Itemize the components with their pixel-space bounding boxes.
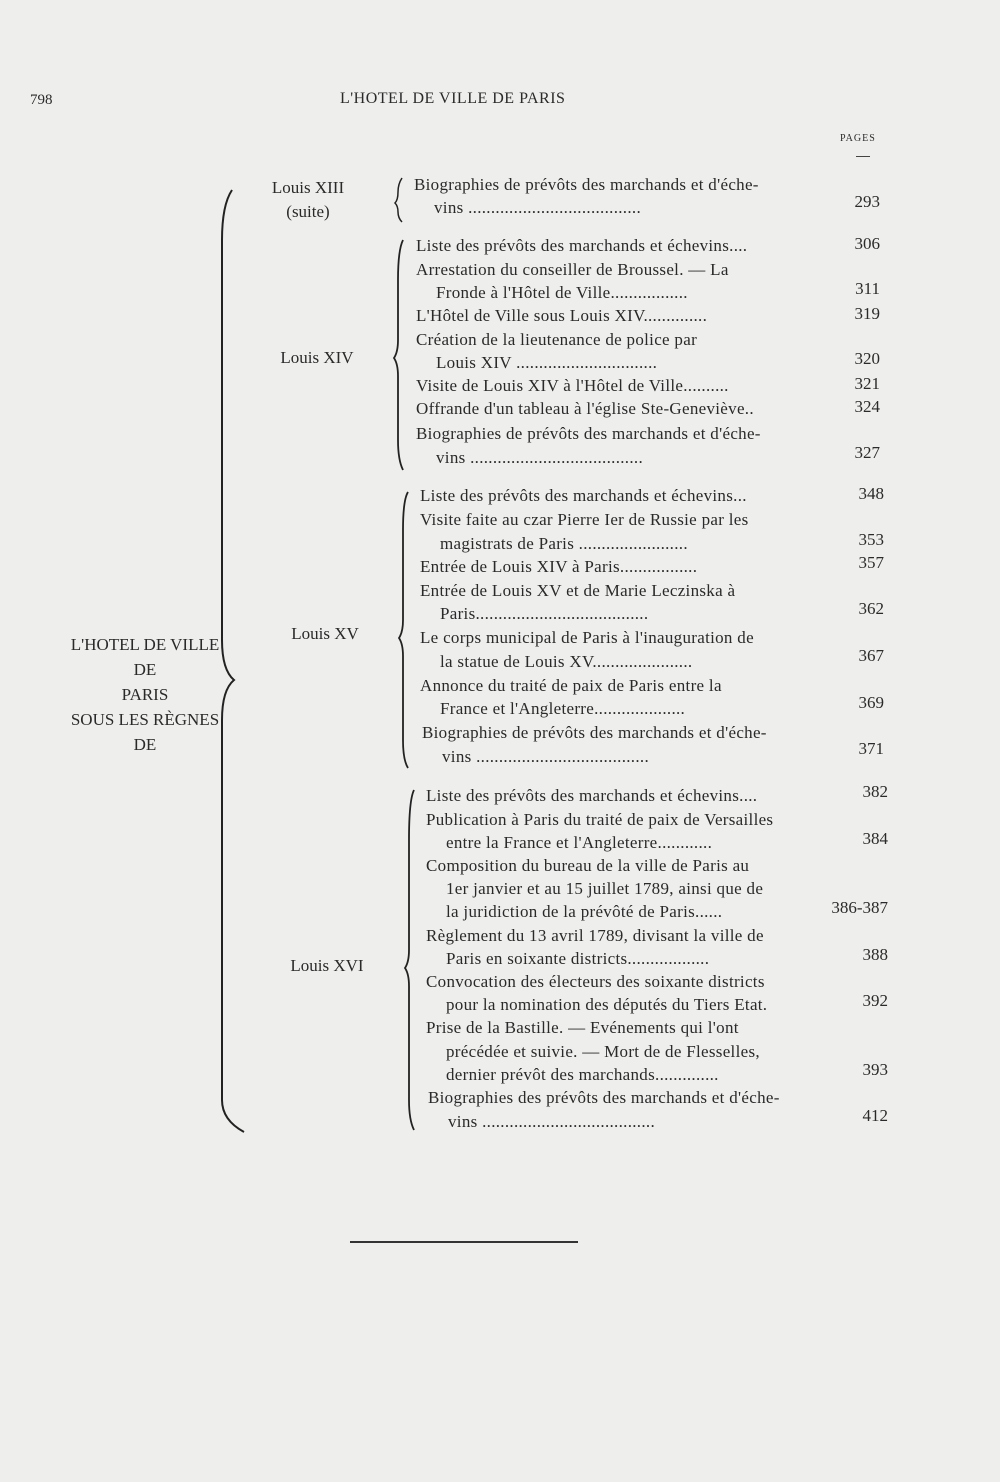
entry-line: Liste des prévôts des marchands et échevins....	[426, 786, 758, 805]
entry-line: entre la France et l'Angleterre............	[446, 833, 713, 852]
page-ref: 324	[854, 397, 880, 416]
entry-line: Paris......................................	[440, 604, 649, 623]
reign-label-louis-xvi: Louis XVI	[290, 956, 364, 975]
pages-column-label: PAGES	[840, 133, 876, 144]
page-ref: 388	[862, 945, 888, 964]
page-ref: 382	[862, 782, 888, 801]
page-ref: 393	[862, 1060, 888, 1079]
page-ref: 306	[854, 234, 880, 253]
entry-line: vins ......................................	[448, 1112, 655, 1131]
brace-louis-xiv	[394, 240, 403, 470]
entry-line: Création de la lieutenance de police par	[416, 330, 698, 349]
running-title: L'HOTEL DE VILLE DE PARIS	[340, 90, 566, 107]
entry-line: Règlement du 13 avril 1789, divisant la ville de	[426, 926, 764, 945]
entry-line: Arrestation du conseiller de Broussel. — La	[416, 260, 729, 279]
main-title-line: DE	[133, 735, 157, 754]
page-ref: 293	[854, 192, 880, 211]
page-ref: 384	[862, 829, 888, 848]
entry-line: 1er janvier et au 15 juillet 1789, ainsi que de	[446, 879, 764, 898]
page-ref: 321	[854, 374, 880, 393]
bottom-rule	[350, 1241, 578, 1243]
entry-line: magistrats de Paris ........................	[440, 534, 688, 553]
page-ref: 348	[858, 484, 884, 503]
main-title-line: DE	[133, 660, 157, 679]
page-ref: 369	[858, 693, 884, 712]
entry-line: Publication à Paris du traité de paix de Versailles	[426, 810, 774, 829]
entry-line: Entrée de Louis XV et de Marie Leczinska à	[420, 581, 736, 600]
page-ref: 319	[854, 304, 880, 323]
entry-line: précédée et suivie. — Mort de de Flesselles,	[446, 1042, 760, 1061]
brace-louis-xiii	[395, 178, 402, 222]
entry-line: Annonce du traité de paix de Paris entre la	[420, 676, 722, 695]
entry-line: la juridiction de la prévôté de Paris......	[446, 902, 723, 921]
entry-line: Paris en soixante districts..................	[446, 949, 710, 968]
entry-line: Liste des prévôts des marchands et échevins....	[416, 236, 748, 255]
entry-line: Convocation des électeurs des soixante districts	[426, 972, 765, 991]
main-title-line: SOUS LES RÈGNES	[70, 710, 220, 729]
page-ref: 327	[854, 443, 880, 462]
entry-line: L'Hôtel de Ville sous Louis XIV..............	[416, 306, 708, 325]
page-ref: 412	[862, 1106, 888, 1125]
page-ref: 367	[858, 646, 884, 665]
entry-line: Offrande d'un tableau à l'église Ste-Geneviève..	[416, 399, 754, 418]
entry-line: Le corps municipal de Paris à l'inauguration de	[420, 628, 754, 647]
main-title-line: L'HOTEL DE VILLE	[70, 635, 220, 654]
reign-label-louis-xv: Louis XV	[291, 624, 359, 643]
entry-line: dernier prévôt des marchands..............	[446, 1065, 719, 1084]
page-number: 798	[30, 92, 53, 108]
entry-line: Biographies des prévôts des marchands et d'éche-	[428, 1088, 780, 1107]
entry-line: la statue de Louis XV......................	[440, 652, 693, 671]
page-ref: 357	[858, 553, 884, 572]
entry-line: Prise de la Bastille. — Evénements qui l'ont	[426, 1018, 739, 1037]
entry-line: pour la nomination des députés du Tiers Etat.	[446, 995, 768, 1014]
entry-line: Louis XIV ...............................	[436, 353, 658, 372]
entry-line: Biographies de prévôts des marchands et d'éche-	[414, 175, 759, 194]
main-title	[30, 632, 260, 757]
page-ref: 362	[858, 599, 884, 618]
reign-note: (suite)	[286, 202, 330, 221]
entry-line: vins ......................................	[436, 448, 643, 467]
reign-label-louis-xiv: Louis XIV	[280, 348, 354, 367]
entry-line: vins ......................................	[434, 198, 641, 217]
entry-line: Liste des prévôts des marchands et échevins...	[420, 486, 747, 505]
page-ref: 353	[858, 530, 884, 549]
entry-line: Visite faite au czar Pierre Ier de Russie par les	[420, 510, 749, 529]
page-ref: 311	[855, 279, 880, 298]
entry-line: Entrée de Louis XIV à Paris.................	[420, 557, 698, 576]
page-ref: 392	[862, 991, 888, 1010]
entry-line: Composition du bureau de la ville de Paris au	[426, 856, 750, 875]
entry-line: Biographies de prévôts des marchands et d'éche-	[422, 723, 767, 742]
entry-line: Fronde à l'Hôtel de Ville.................	[436, 283, 688, 302]
entry-line: vins ......................................	[442, 747, 649, 766]
reign-label-louis-xiii	[258, 176, 358, 224]
main-title-line: PARIS	[121, 685, 169, 704]
brace-louis-xvi	[405, 790, 414, 1130]
entry-line: Visite de Louis XIV à l'Hôtel de Ville..........	[416, 376, 729, 395]
reign-name: Louis XIII	[271, 178, 345, 197]
page-ref: 371	[858, 739, 884, 758]
page-ref: 386-387	[831, 898, 888, 917]
entry-line: France et l'Angleterre....................	[440, 699, 686, 718]
page-ref: 320	[854, 349, 880, 368]
entry-line: Biographies de prévôts des marchands et d'éche-	[416, 424, 761, 443]
brace-louis-xv	[399, 492, 408, 768]
